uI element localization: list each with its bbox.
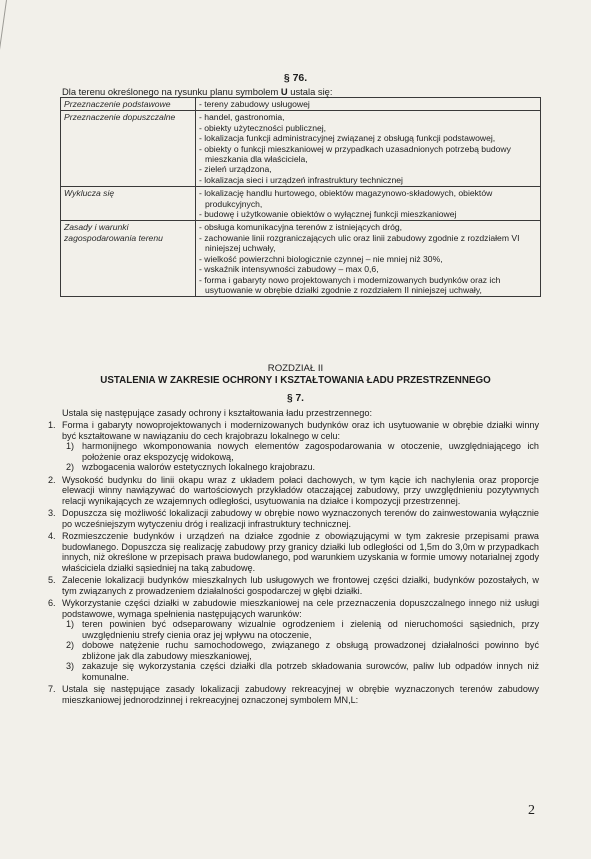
intro-symbol: U — [280, 86, 288, 97]
sub-text: harmonijnego wkomponowania nowych elementów zagospodarowania w otoczenie, uwzględniającego ich położenie oraz ekspozycję widokową, — [82, 441, 539, 462]
row-content — [196, 221, 541, 297]
sub-list — [62, 619, 539, 682]
section-7-title: § 7. — [287, 393, 304, 404]
page-number: 2 — [528, 803, 535, 818]
list-item: - wskaźnik intensywności zabudowy – max 0,6, — [199, 264, 379, 275]
list-item: - budowę i użytkowanie obiektów o wyłącznej funkcji mieszkaniowej — [199, 209, 457, 220]
section-76-title: § 76. — [283, 72, 308, 84]
sub-text: zakazuje się wykorzystania części działki dla potrzeb składowania surowców, paliw lub odpadów innych niż komunalne. — [82, 661, 539, 682]
sub-text: wzbogacenia walorów estetycznych lokalnego krajobrazu. — [82, 462, 316, 472]
row-items — [199, 188, 537, 219]
rule-number: 2. — [48, 474, 56, 485]
sub-text: dobowe natężenie ruchu samochodowego, związanego z obsługą prowadzonej działalności powinno być zbliżone jak dla zabudowy mieszkaniowej, — [82, 640, 539, 661]
chapter-title: USTALENIA W ZAKRESIE OCHRONY I KSZTAŁTOWANIA ŁADU PRZESTRZENNEGO — [100, 375, 491, 386]
row-label: Przeznaczenie podstawowe — [61, 98, 196, 111]
rule-text: Forma i gabaryty nowoprojektowanych i modernizowanych budynków oraz ich usytuowanie w obrębie działki winny być kształtowane w nawiązaniu do cech krajobrazu lokalnego w celu: — [62, 420, 539, 441]
list-item: - zachowanie linii rozgraniczających ulic oraz linii zabudowy zgodnie z rozdziałem VI niniejszej uchwały, — [199, 232, 520, 254]
rule-number: 1. — [48, 420, 56, 430]
table-row — [61, 98, 541, 111]
row-label: Przeznaczenie dopuszczalne — [61, 111, 196, 187]
rule-item — [42, 684, 539, 705]
list-item: - tereny zabudowy usługowej — [199, 99, 310, 109]
sub-item — [62, 640, 539, 661]
list-item: - forma i gabaryty nowo projektowanych i modernizowanych budynków oraz ich usytuowanie w obrębie działki zgodnie z rozdziałem II niniejszej uchwały, — [199, 274, 501, 295]
sub-number: 1) — [66, 441, 75, 451]
sub-number: 2) — [66, 640, 75, 650]
list-item: - obiekty o funkcji mieszkaniowej w przypadkach uzasadnionych potrzebą budowy mieszkania dla właściciela, — [199, 143, 511, 165]
row-label: Zasady i warunki zagospodarowania terenu — [61, 221, 196, 297]
list-item: - wielkość powierzchni biologicznie czynnej – nie mniej niż 30%, — [199, 253, 443, 264]
list-item: - obiekty użyteczności publicznej, — [199, 122, 327, 133]
rule-number: 3. — [48, 508, 56, 518]
rule-item — [42, 508, 539, 529]
sub-item — [62, 462, 539, 473]
sub-number: 1) — [66, 619, 75, 629]
intro-prefix: Dla terenu określonego na rysunku planu symbolem — [62, 86, 281, 97]
intro-suffix: ustala się: — [287, 86, 333, 97]
rule-item — [42, 420, 539, 473]
sub-text: teren powinien być odseparowany wizualnie ogrodzeniem i zielenią od nieruchomości sąsiednich, przy uwzględnieniu strefy cienia oraz jej wpływu na otoczenie, — [82, 619, 539, 640]
list-item: - lokalizacja funkcji administracyjnej związanej z obsługą funkcji podstawowej, — [199, 133, 496, 144]
scan-edge-line — [0, 0, 7, 139]
rule-text: Dopuszcza się możliwość lokalizacji zabudowy w obrębie nowo wyznaczonych terenów do zainwestowania wyłącznie po wcześniejszym wytyczeniu dróg i realizacji infrastruktury technicznej. — [62, 508, 539, 529]
row-content — [196, 98, 541, 111]
rule-item — [42, 531, 539, 573]
table-row — [61, 221, 541, 297]
list-item: - lokalizację handlu hurtowego, obiektów magazynowo-składowych, obiektów produkcyjnych, — [199, 188, 493, 209]
table-row — [61, 187, 541, 221]
rule-number: 7. — [48, 684, 56, 694]
zoning-rules-table — [60, 97, 541, 297]
sub-item — [62, 441, 539, 462]
list-item: - handel, gastronomia, — [199, 112, 285, 123]
rule-item — [42, 575, 539, 596]
rule-number: 4. — [48, 531, 56, 541]
list-item: - zieleń urządzona, — [199, 164, 272, 175]
table-row — [61, 111, 541, 187]
row-content — [196, 187, 541, 221]
sub-item — [62, 619, 539, 640]
rule-number: 6. — [48, 598, 56, 608]
section-7-list — [42, 420, 539, 707]
section-76-intro — [62, 86, 332, 97]
row-label: Wyklucza się — [61, 187, 196, 221]
rule-text: Rozmieszczenie budynków i urządzeń na działce zgodnie z obowiązującymi w tym zakresie przepisami prawa budowlanego. Dopuszcza się realizację zabudowy przy granicy działki lub odległości od 1,5m do 3,0m w przypadkach innych, niż określone w przepisach prawa budowlanego, pod warunkiem uzyskania w formie umowy notarialnej zgody właściciela działki sąsiedniej na taką zabudowę. — [62, 531, 539, 573]
sub-number: 3) — [66, 661, 75, 671]
sub-list — [62, 441, 539, 473]
section-7-lead: Ustala się następujące zasady ochrony i kształtowania ładu przestrzennego: — [62, 408, 372, 418]
sub-number: 2) — [66, 462, 75, 472]
rule-item — [42, 475, 539, 507]
row-items — [199, 222, 537, 295]
sub-item — [62, 661, 539, 682]
rule-item — [42, 598, 539, 682]
rule-text: Zalecenie lokalizacji budynków mieszkalnych lub usługowych we frontowej części działki, budynków pozostałych, w tym związanych z prowadzeniem działalności gospodarczej w głębi działki. — [62, 575, 539, 596]
chapter-number: ROZDZIAŁ II — [267, 363, 324, 374]
list-item: - obsługa komunikacyjna terenów z istniejących dróg, — [199, 222, 403, 233]
rule-number: 5. — [48, 575, 56, 585]
rule-text: Wysokość budynku do linii okapu wraz z układem połaci dachowych, w tym kącie ich nachylenia oraz proporcje elewacji winny nawiązywać do wartościowych przykładów otaczającej zabudowy, przy uwzględnieniu pozytywnych relacji wynikających ze wzajemnych odległości, usytuowania na działce i kompozycji przestrzennej. — [62, 474, 539, 506]
row-items — [199, 99, 537, 109]
list-item: - lokalizacja sieci i urządzeń infrastruktury technicznej — [199, 174, 403, 185]
row-content — [196, 111, 541, 187]
row-items — [199, 112, 537, 185]
rule-text: Wykorzystanie części działki w zabudowie mieszkaniowej na cele przeznaczenia dopuszczalnego innego niż usługi podstawowe, wymaga spełnienia następujących warunków: — [62, 598, 539, 619]
rule-text: Ustala się następujące zasady lokalizacji zabudowy rekreacyjnej w obrębie wyznaczonych terenów zabudowy mieszkaniowej jednorodzinnej i rekreacyjnej oznaczonej symbolem MN,L: — [62, 684, 539, 705]
